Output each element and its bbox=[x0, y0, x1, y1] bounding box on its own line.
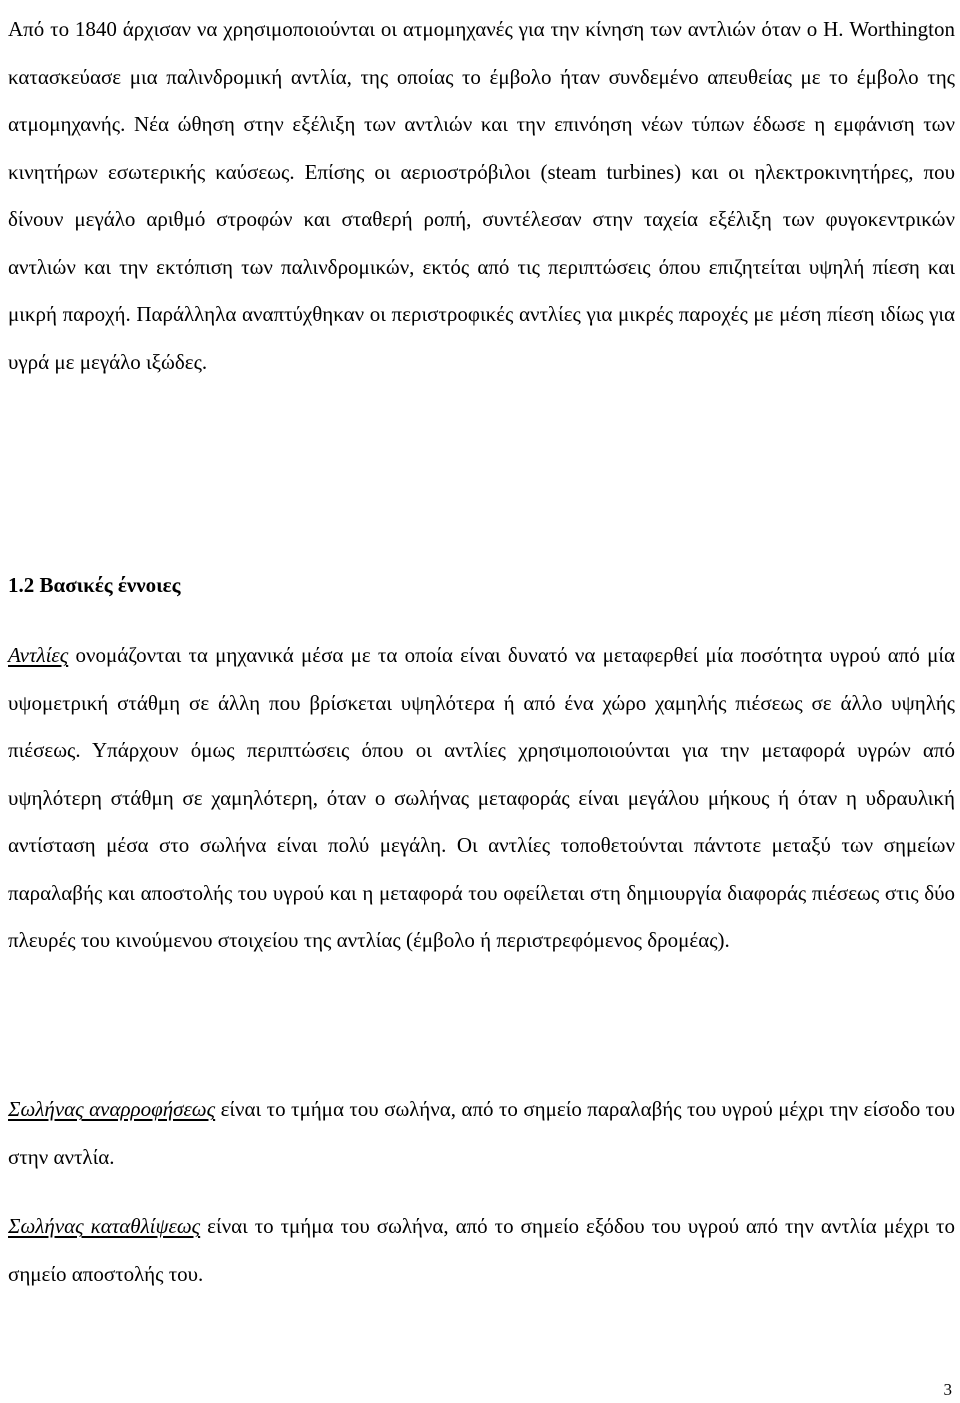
term-pumps: Αντλίες bbox=[8, 643, 69, 667]
pumps-definition-text: ονομάζονται τα μηχανικά μέσα με τα οποία είναι δυνατό να μεταφερθεί μία ποσότητα υγρού από μία υψομετρική στάθμη σε άλλη που βρίσκεται υψηλότερα ή από ένα χώρο χαμηλής πιέσεως σε άλλο υψηλής πιέσεως. Υπάρχουν όμως περιπτώσεις όπου οι αντλίες χρησιμοποιούνται για την μεταφορά υγρών από υψηλότερη στάθμη σε χαμηλότερη, όταν ο σωλήνας μεταφοράς είναι μεγάλου μήκους ή όταν η υδραυλική αντίσταση μέσα στο σωλήνα είναι πολύ μεγάλη. Οι αντλίες τοποθετούνται πάντοτε μεταξύ των σημείων παραλαβής και αποστολής του υγρού και η μεταφορά του οφείλεται στη δημιουργία διαφοράς πιέσεως στις δύο πλευρές του κινούμενου στοιχείου της αντλίας (έμβολο ή περιστρεφόμενος δρομέας). bbox=[8, 643, 955, 952]
term-discharge-pipe: Σωλήνας καταθλίψεως bbox=[8, 1214, 201, 1238]
discharge-pipe-text: είναι το τμήμα του σωλήνα, από το σημείο εξόδου του υγρού από την αντλία μέχρι το σημείο αποστολής του. bbox=[8, 1214, 955, 1286]
discharge-pipe-paragraph bbox=[8, 1203, 955, 1298]
history-paragraph: Από το 1840 άρχισαν να χρησιμοποιούνται οι ατμομηχανές για την κίνηση των αντλιών όταν ο Η. Worthington κατασκεύασε μια παλινδρομική αντλία, της οποίας το έμβολο ήταν συνδεμένο απευθείας με το έμβολο της ατμομηχανής. Νέα ώθηση στην εξέλιξη των αντλιών και την επινόηση νέων τύπων έδωσε η εμφάνιση των κινητήρων εσωτερικής καύσεως. Επίσης οι αεριοστρόβιλοι (steam turbines) και οι ηλεκτροκινητήρες, που δίνουν μεγάλο αριθμό στροφών και σταθερή ροπή, συντέλεσαν στην ταχεία εξέλιξη των φυγοκεντρικών αντλιών και την εκτόπιση των παλινδρομικών, εκτός από τις περιπτώσεις όπου επιζητείται υψηλή πίεση και μικρή παροχή. Παράλληλα αναπτύχθηκαν οι περιστροφικές αντλίες για μικρές παροχές με μέση πίεση ιδίως για υγρά με μεγάλο ιξώδες. bbox=[8, 17, 955, 374]
suction-pipe-text: είναι το τμήμα του σωλήνα, από το σημείο παραλαβής του υγρού μέχρι την είσοδο του στην αντλία. bbox=[8, 1097, 955, 1169]
suction-pipe-paragraph bbox=[8, 1086, 955, 1181]
term-suction-pipe: Σωλήνας αναρροφήσεως bbox=[8, 1097, 216, 1121]
page-number: 3 bbox=[943, 1380, 952, 1399]
pumps-definition-paragraph bbox=[8, 632, 955, 965]
section-heading: 1.2 Βασικές έννοιες bbox=[8, 573, 181, 597]
